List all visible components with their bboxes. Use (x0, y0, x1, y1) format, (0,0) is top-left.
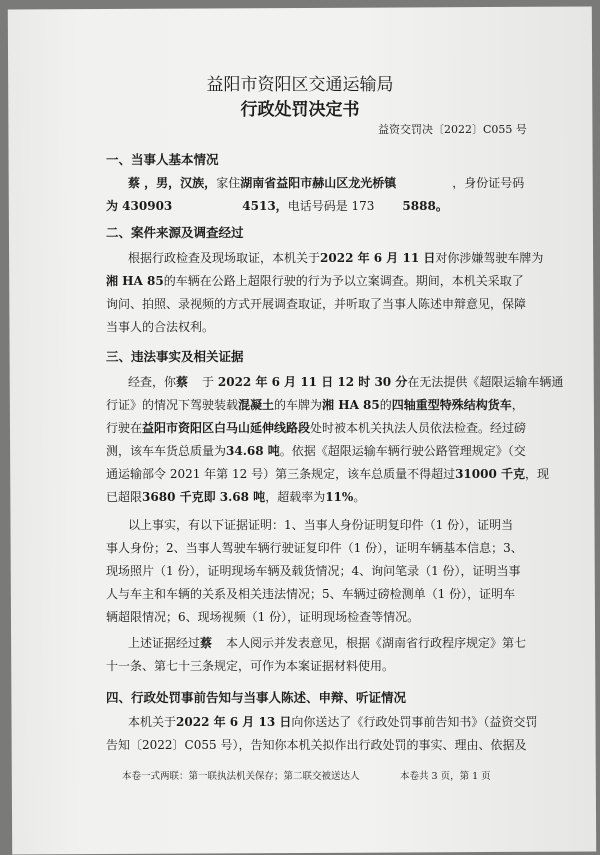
notice-line-2: 告知〔2022〕C055 号），告知你本机关拟作出行政处罚的事实、理由、依据及 (106, 738, 527, 752)
party-info-line-2 (106, 197, 448, 214)
facts-line-6: 已超限3680 千克即 3.68 吨，超载率为11%。 (106, 490, 366, 504)
case-source-line-2: 湘 HA 85的车辆在公路上超限行驶的行为予以立案调查。期间，本机关采取了 (106, 274, 524, 288)
evidence-line-3: 现场照片（1 份），证明现场车辆及载货情况；4、询问笔录（1 份），证明当事 (106, 564, 521, 578)
violation-time: 2022 年 6 月 11 日 12 时 30 分 (217, 375, 408, 389)
overweight-amount: 3680 千克即 3.68 吨 (142, 490, 266, 504)
party-info-line-1: 蔡 ，男，汉族，家住湖南省益阳市赫山区龙光桥镇 ，身份证号码 (128, 176, 525, 190)
cargo: 混凝土 (238, 398, 275, 412)
party-name-gender-ethnicity: 蔡 ，男，汉族， (128, 176, 217, 190)
document-number: 益资交罚决〔2022〕C055 号 (378, 123, 527, 136)
evidence-line-5: 辆超限情况；6、现场视频（1 份），证明现场检查等情况。 (106, 610, 420, 624)
section-3-heading: 三、违法事实及相关证据 (106, 349, 244, 364)
facts-line-3: 行驶在益阳市资阳区白马山延伸线路段处时被本机关执法人员依法检查。经过磅 (106, 421, 527, 435)
party-phone-label: 电话号码是 173 (287, 199, 375, 213)
agency-title: 益阳市资阳区交通运输局 (206, 75, 394, 95)
case-source-line-3: 询问、拍照、录视频的方式开展调查取证，并听取了当事人陈述申辩意见，保障 (106, 297, 527, 311)
evidence-review-line-1: 上述证据经过蔡 本人阅示并发表意见，根据《湖南省行政程序规定》第七 (128, 636, 527, 650)
plate-number: 湘 HA 85 (106, 274, 164, 288)
evidence-review-line-2: 十一条、第七十三条规定，可作为本案证据材料使用。 (106, 659, 395, 673)
section-1-heading: 一、当事人基本情况 (106, 152, 219, 167)
vehicle-type: 四轴重型特殊结构货车 (391, 398, 512, 412)
facts-line-1: 经查，你蔡 于 2022 年 6 月 11 日 12 时 30 分在无法提供《超限运输车辆通 (128, 375, 564, 389)
facts-line-2: 行证》的情况下驾驶装载混凝土的车牌为湘 HA 85的四轴重型特殊结构货车， (106, 398, 524, 412)
evidence-line-4: 人与车主和车辆的关系及相关违法情况；5、车辆过磅检测单（1 份），证明车 (106, 587, 516, 601)
section-2-heading: 二、案件来源及调查经过 (106, 225, 244, 240)
document-title: 行政处罚决定书 (240, 100, 360, 120)
case-source-line-1: 根据行政检查及现场取证，本机关于2022 年 6 月 11 日对你涉嫌驾驶车牌为 (128, 251, 544, 265)
party-id-end: 4513， (242, 199, 288, 213)
footer-page-number: 本卷共 3 页，第 1 页 (400, 771, 491, 782)
footer-copies-note: 本卷一式两联：第一联执法机关保存；第二联交被送达人 (122, 771, 360, 782)
case-date: 2022 年 6 月 11 日 (320, 251, 436, 265)
party-name: 蔡 (176, 375, 189, 389)
party-name-3: 蔡 (200, 636, 213, 650)
party-address: 湖南省益阳市赫山区龙光桥镇 (240, 176, 397, 190)
facts-line-4: 测，该车车货总质量为34.68 吨。依据《超限运输车辆行驶公路管理规定》（交 (106, 444, 526, 458)
party-id-start: 为 430903 (106, 199, 173, 213)
evidence-line-2: 事人身份；2、当事人驾驶车辆行驶证复印件（1 份），证明车辆基本信息；3、 (106, 541, 523, 555)
case-source-line-4: 当事人的合法权利。 (106, 320, 215, 334)
evidence-line-1: 以上事实，有以下证据证明：1、当事人身份证明复印件（1 份），证明当 (128, 518, 514, 532)
notice-line-1: 本机关于2022 年 6 月 13 日向你送达了《行政处罚事前告知书》（益资交罚 (128, 715, 538, 729)
facts-line-5: 通运输部令 2021 年第 12 号）第三条规定，该车总质量不得超过31000 千克，现 (106, 467, 550, 481)
location: 益阳市资阳区白马山延伸线路段 (142, 421, 311, 435)
party-phone-end: 5888。 (402, 199, 448, 213)
total-weight: 34.68 吨 (226, 444, 280, 458)
notice-date: 2022 年 6 月 13 日 (176, 715, 292, 729)
weight-limit: 31000 千克 (455, 467, 526, 481)
section-4-heading: 四、行政处罚事前告知与当事人陈述、申辩、听证情况 (106, 690, 407, 705)
plate-number-2: 湘 HA 85 (322, 398, 380, 412)
overload-rate: 11% (325, 490, 354, 504)
